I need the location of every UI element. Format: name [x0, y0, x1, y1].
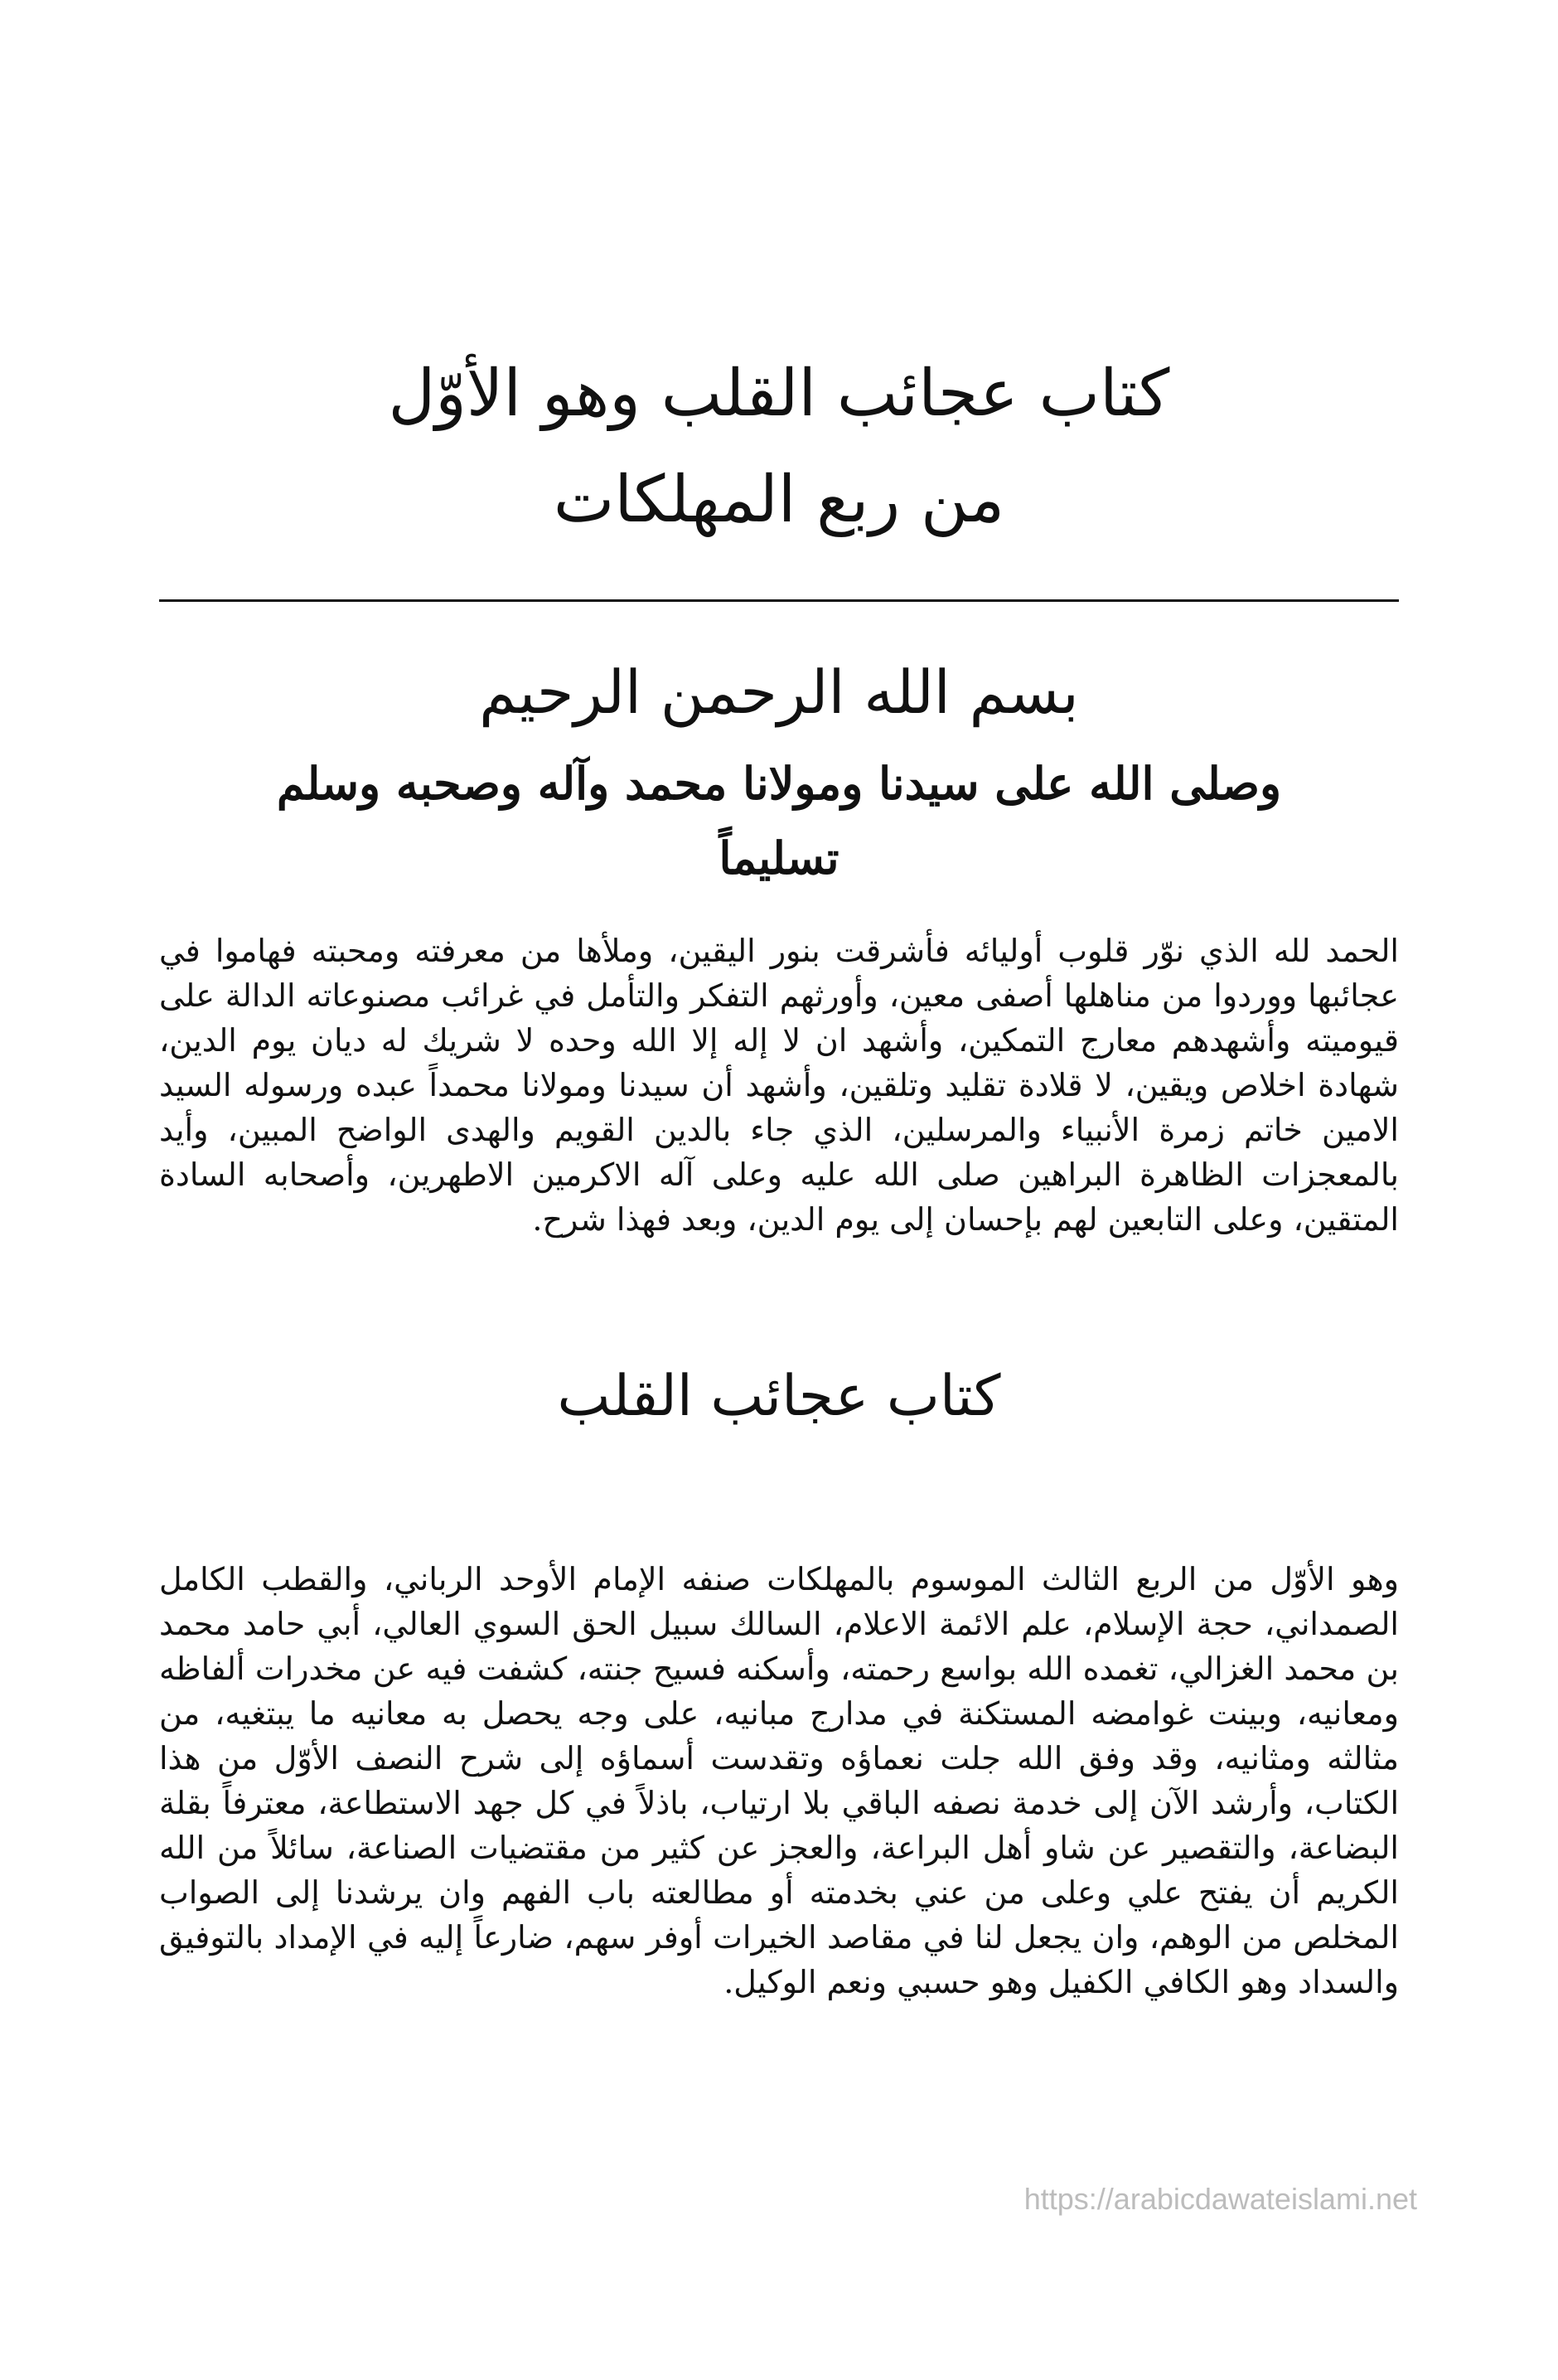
horizontal-divider: [159, 599, 1399, 602]
source-watermark: https://arabicdawateislami.net: [1023, 2182, 1417, 2216]
section-title: كتاب عجائب القلب: [557, 1364, 1001, 1429]
basmala-heading: بسم الله الرحمن الرحيم: [479, 657, 1079, 727]
intro-paragraph: الحمد لله الذي نوّر قلوب أوليائه فأشرقت بنور اليقين، وملأها من معرفته ومحبته فهاموا في عجائبها ووردوا من مناهلها أصفى معين، وأورثهم التفكر والتأمل في غرائب مصنوعاته الدالة على قيوميته وأشهدهم معارج التمكين، وأشهد ان لا إله إلا الله وحده لا شريك له ديان يوم الدين، شهادة اخلاص ويقين، لا قلادة تقليد وتلقين، وأشهد أن سيدنا ومولانا محمداً عبده ورسوله السيد الامين خاتم زمرة الأنبياء والمرسلين، الذي جاء بالدين القويم والهدى الواضح المبين، وأيد بالمعجزات الظاهرة البراهين صلى الله عليه وعلى آله الاكرمين الاطهرين، وأصحابه السادة المتقين، وعلى التابعين لهم بإحسان إلى يوم الدين، وبعد فهذا شرح.: [159, 933, 1400, 1238]
book-title-line-2: من ربع المهلكات: [553, 463, 1005, 537]
body-paragraph: وهو الأوّل من الربع الثالث الموسوم بالمهلكات صنفه الإمام الأوحد الرباني، والقطب الكامل الصمداني، حجة الإسلام، علم الائمة الاعلام، السالك سبيل الحق السوي العالي، أبي حامد محمد بن محمد الغزالي، تغمده الله بواسع رحمته، وأسكنه فسيح جنته، كشفت فيه عن مخدرات ألفاظه ومعانيه، وبينت غوامضه المستكنة في مدارج مبانيه، على وجه يحصل به معانيه ما يبتغيه، من مثالثه ومثانيه، وقد وفق الله جلت نعماؤه وتقدست أسماؤه إلى شرح النصف الأوّل من هذا الكتاب، وأرشد الآن إلى خدمة نصفه الباقي بلا ارتياب، باذلاً في كل جهد الاستطاعة، معترفاً بقلة البضاعة، والتقصير عن شاو أهل البراعة، والعجز عن كثير من مقتضيات الصناعة، سائلاً من الله الكريم أن يفتح علي وعلى من عني بخدمته أو مطالعته باب الفهم وان يرشدنا إلى الصواب المخلص من الوهم، وان يجعل لنا في مقاصد الخيرات أوفر سهم، ضارعاً إليه في الإمداد بالتوفيق والسداد وهو الكافي الكفيل وهو حسبي ونعم الوكيل.: [159, 1561, 1399, 2000]
salutation-line: وصلى الله على سيدنا ومولانا محمد وآله وصحبه وسلم تسليماً: [276, 757, 1282, 885]
book-title-line-1: كتاب عجائب القلب وهو الأوّل: [388, 356, 1170, 431]
